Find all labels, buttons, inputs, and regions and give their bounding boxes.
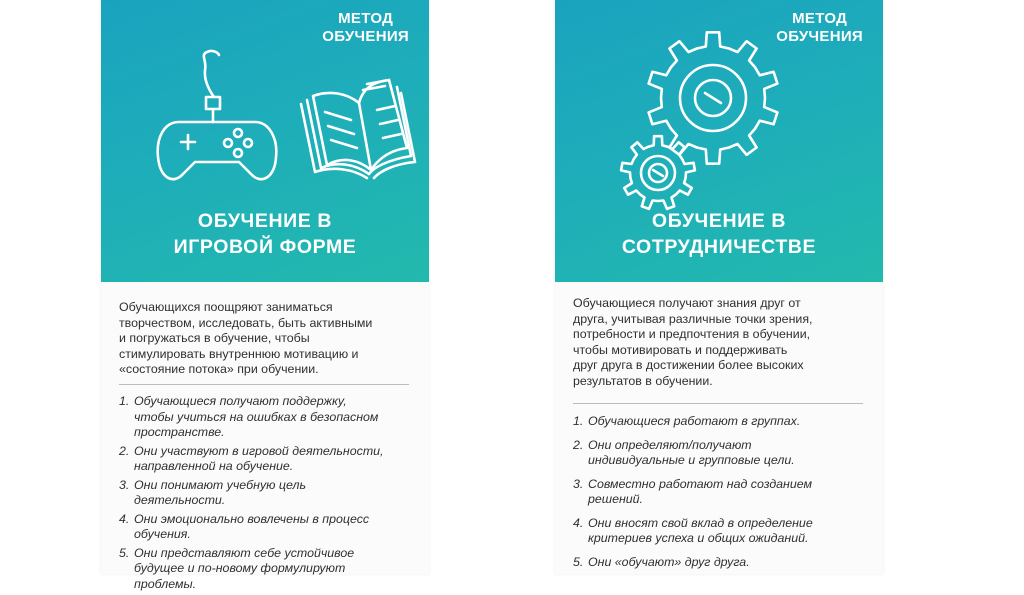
list-text: Они определяют/получают индивидуальные и групповые цели. [588,437,795,467]
method-title-line: СОТРУДНИЧЕСТВЕ [621,236,817,258]
method-label-line: ОБУЧЕНИЯ [322,28,409,45]
list-item [573,516,873,547]
list-text: Они вносят свой вклад в определение критериев успеха и общих ожиданий. [588,515,813,545]
list-item [119,546,419,593]
open-book-icon [301,80,415,178]
method-card-game [101,0,429,591]
list-number: 4. [573,515,584,530]
list-text: Они «обучают» друг друга. [588,554,750,569]
method-title-line: ОБУЧЕНИЕ В [651,210,787,232]
list-number: 5. [573,554,584,569]
list-number: 1. [573,414,584,428]
method-title-line: ИГРОВОЙ ФОРМЕ [173,236,357,258]
list-item [119,444,419,475]
list-number: 5. [119,545,130,560]
list-item [119,478,419,509]
list-text: Обучающиеся получают поддержку, чтобы учиться на ошибках в безопасном пространстве. [134,394,379,439]
list-item [573,477,873,508]
list-item [573,555,873,571]
divider [119,384,409,385]
list-item [573,414,873,430]
list-number: 2. [573,437,584,452]
list-number: 2. [119,443,130,458]
method-label-line: МЕТОД [792,10,848,27]
list-item [119,512,419,543]
list-item [573,438,873,469]
method-label-line: ОБУЧЕНИЯ [776,28,863,45]
list-text: Они эмоционально вовлечены в процесс обучения. [134,511,370,541]
list-number: 3. [573,476,584,491]
illustration [101,0,429,200]
list-item [119,394,419,441]
list-text: Они понимают учебную цель деятельности. [134,477,306,507]
method-label-line: МЕТОД [338,10,394,27]
list-number: 3. [119,477,130,492]
list-text: Совместно работают над созданием решений. [588,476,813,506]
list-text: Они участвуют в игровой деятельности, направленной на обучение. [134,443,384,473]
divider [573,403,863,404]
gears-icon [555,0,883,200]
outcomes-list [119,394,419,595]
list-number: 1. [119,394,130,408]
method-description: Обучающихся поощряют заниматься творчеством, исследовать, быть активными и погружаться в обучение, чтобы стимулировать внутреннюю мотивацию и «состояние потока» при обучении. [119,300,373,376]
method-description: Обучающиеся получают знания друг от друга, учитывая различные точки зрения, потребности и предпочтения в обучении, чтобы мотивировать и поддерживать друг друга в достижении более высоких результатов в обучении. [573,296,813,388]
gamepad-icon [158,51,277,179]
card-header [101,0,429,282]
outcomes-list [573,414,873,578]
method-title [101,208,429,260]
method-title [555,208,883,260]
list-number: 4. [119,511,130,526]
card-header [555,0,883,282]
list-text: Они представляют себе устойчивое будущее и по-новому формулируют проблемы. [134,545,355,591]
list-text: Обучающиеся работают в группах. [588,414,801,428]
method-title-line: ОБУЧЕНИЕ В [197,210,333,232]
method-card-collaboration [555,0,883,574]
